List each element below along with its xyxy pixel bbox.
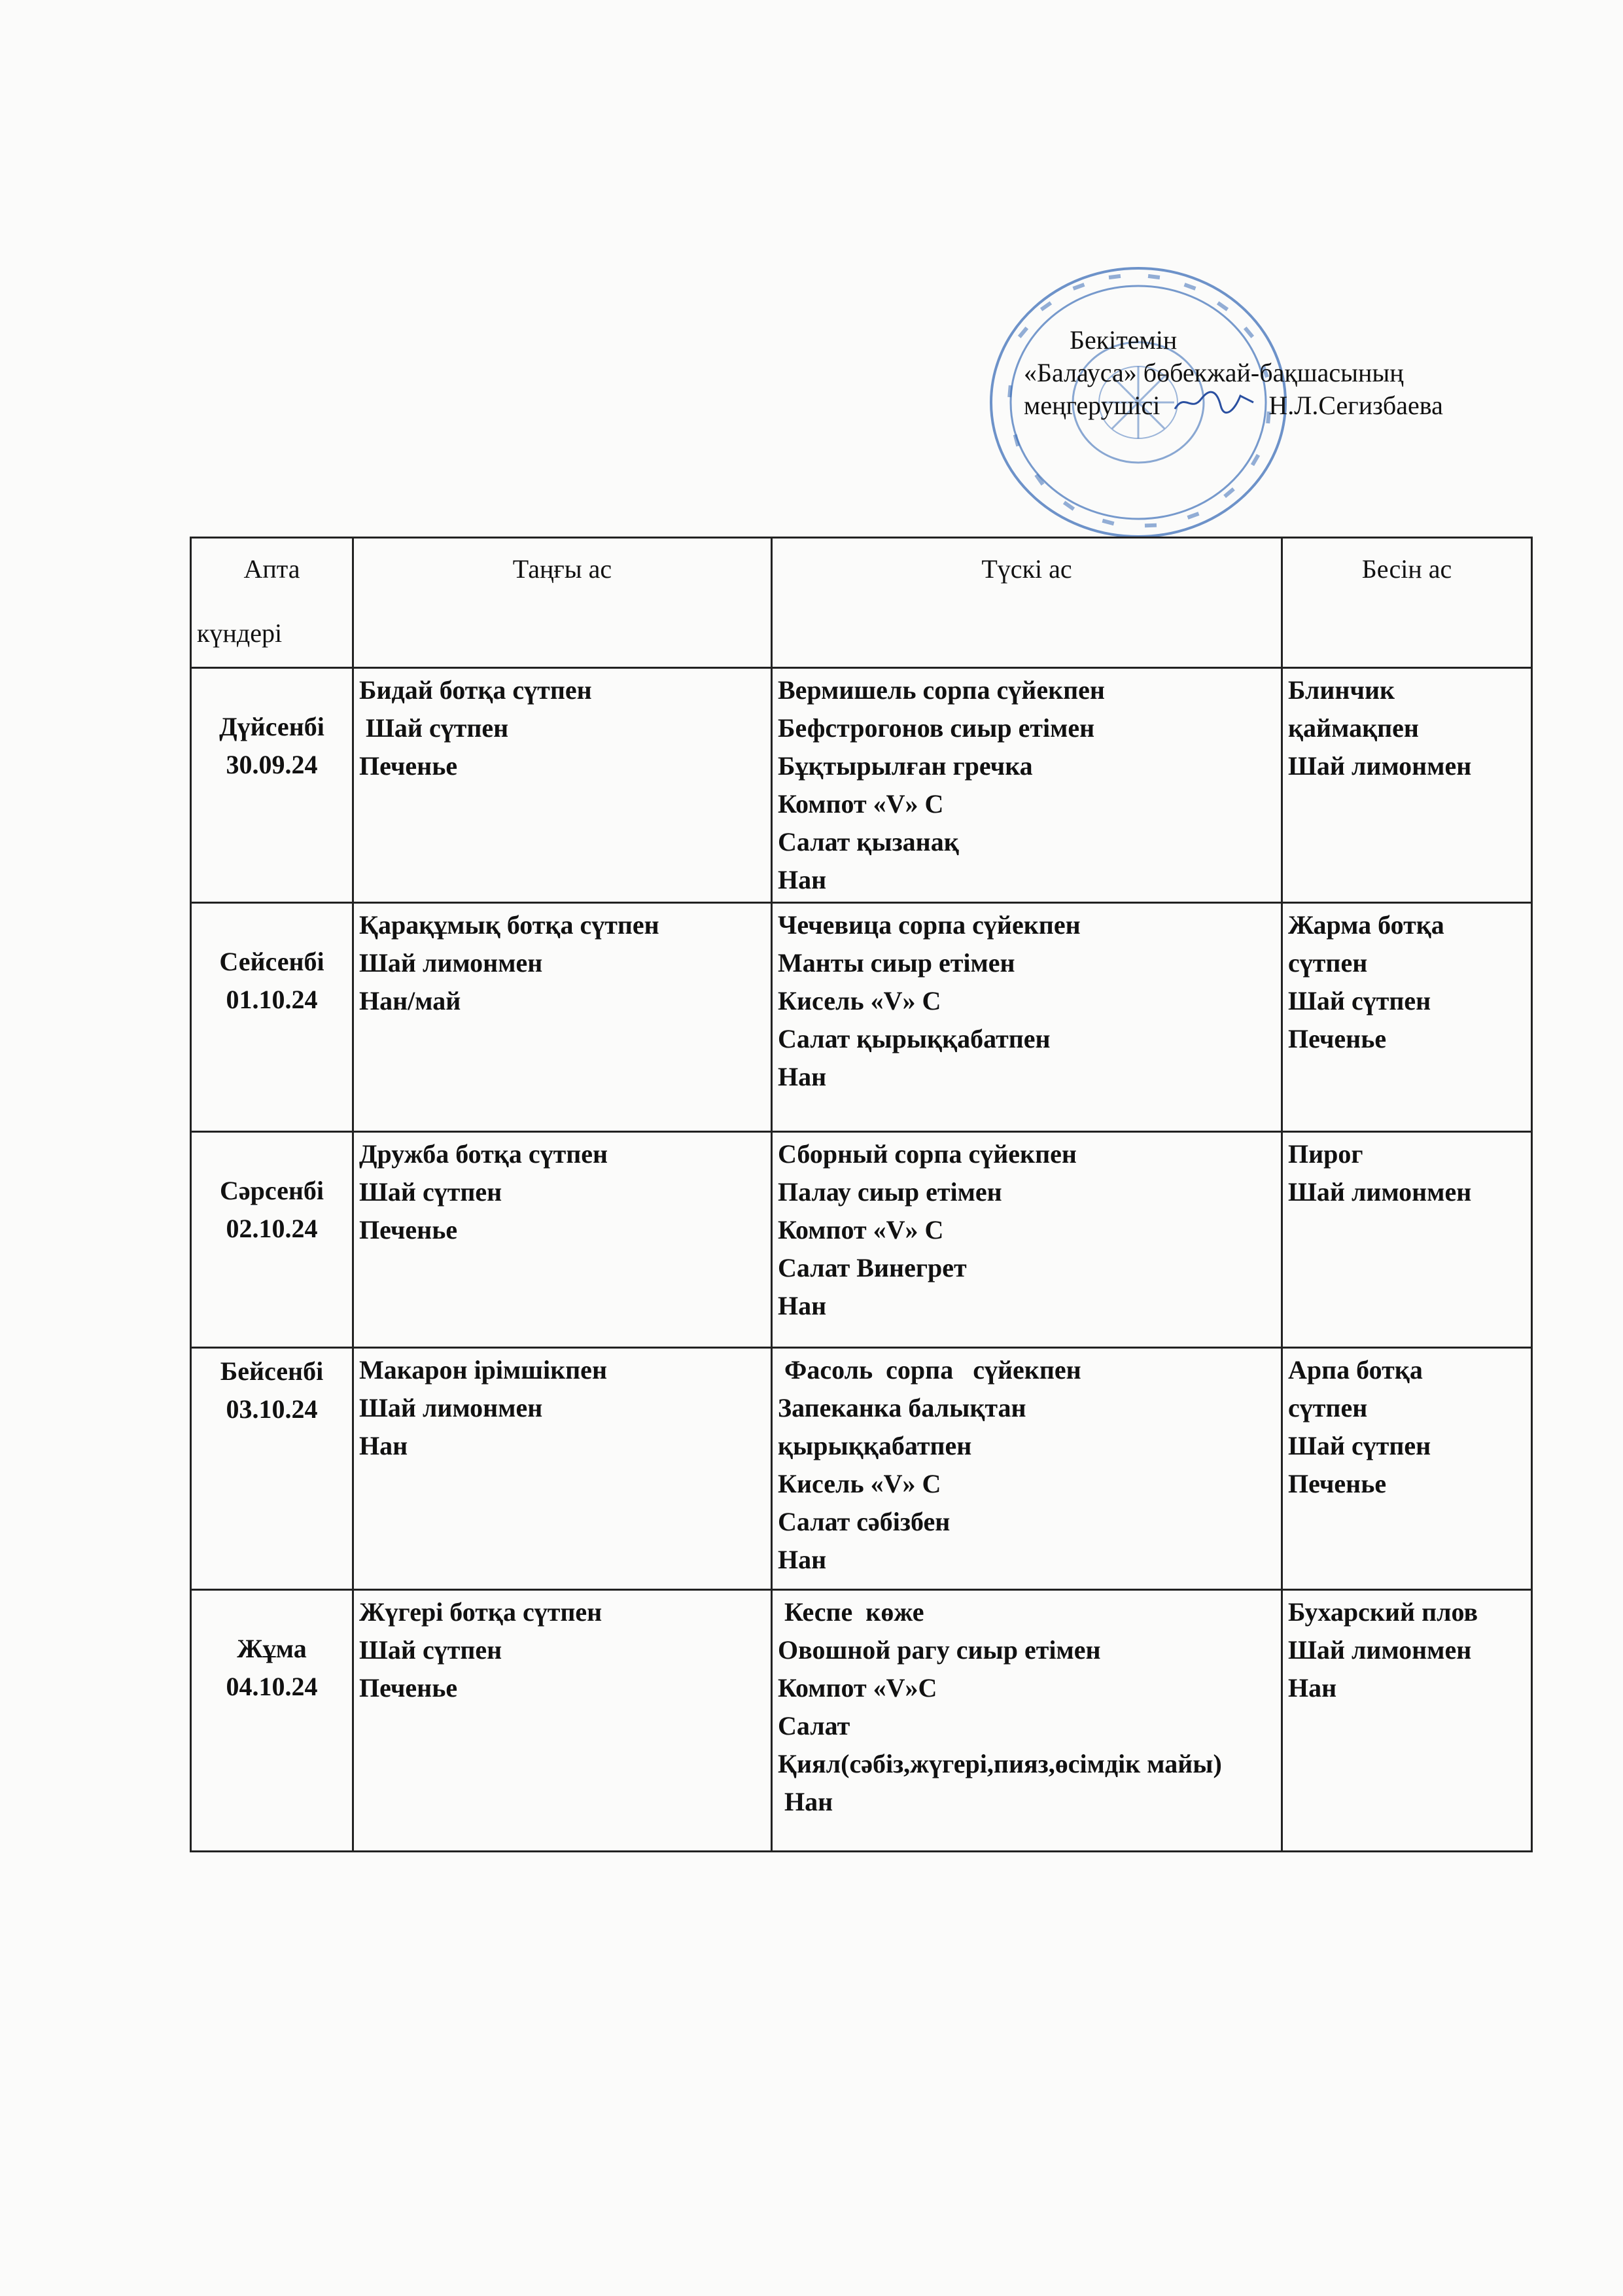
day-cell: Дүйсенбі 30.09.24 bbox=[191, 668, 353, 903]
table-row bbox=[191, 668, 1532, 903]
breakfast-cell: Дружба ботқа сүтпен Шай сүтпен Печенье bbox=[353, 1132, 772, 1348]
table-row bbox=[191, 903, 1532, 1132]
table-row bbox=[191, 1590, 1532, 1852]
snack-cell: Пирог Шай лимонмен bbox=[1282, 1132, 1532, 1348]
approval-name: Н.Л.Сегизбаева bbox=[1268, 391, 1443, 420]
day-cell: Бейсенбі 03.10.24 bbox=[191, 1348, 353, 1590]
day-cell: Сәрсенбі 02.10.24 bbox=[191, 1132, 353, 1348]
approval-signatory bbox=[1024, 389, 1586, 422]
snack-cell: Жарма ботқа сүтпен Шай сүтпен Печенье bbox=[1282, 903, 1532, 1132]
approval-title: Бекітемін bbox=[1070, 325, 1178, 355]
weekly-menu-table bbox=[190, 537, 1533, 1852]
header-snack: Бесін ас bbox=[1282, 538, 1532, 668]
signature-icon bbox=[1172, 389, 1257, 415]
breakfast-cell: Макарон ірімшікпен Шай лимонмен Нан bbox=[353, 1348, 772, 1590]
table-row bbox=[191, 1348, 1532, 1590]
day-cell: Сейсенбі 01.10.24 bbox=[191, 903, 353, 1132]
breakfast-cell: Жүгері ботқа сүтпен Шай сүтпен Печенье bbox=[353, 1590, 772, 1852]
table-header-row bbox=[191, 538, 1532, 668]
header-breakfast: Таңғы ас bbox=[353, 538, 772, 668]
snack-cell: Бухарский плов Шай лимонмен Нан bbox=[1282, 1590, 1532, 1852]
table-row bbox=[191, 1132, 1532, 1348]
lunch-cell: Кеспе көже Овошной рагу сиыр етімен Компот «V»С Салат Қиял(сәбіз,жүгері,пияз,өсімдік майы) Нан bbox=[772, 1590, 1282, 1852]
header-weekdays: Апта күндері bbox=[191, 538, 353, 668]
snack-cell: Блинчик қаймақпен Шай лимонмен bbox=[1282, 668, 1532, 903]
approval-organization: «Балауса» бөбекжай-бақшасының bbox=[1024, 358, 1404, 387]
breakfast-cell: Қарақұмық ботқа сүтпен Шай лимонмен Нан/май bbox=[353, 903, 772, 1132]
lunch-cell: Фасоль сорпа сүйекпен Запеканка балықтан қырыққабатпен Кисель «V» С Салат сәбізбен Нан bbox=[772, 1348, 1282, 1590]
day-cell: Жұма 04.10.24 bbox=[191, 1590, 353, 1852]
approval-block bbox=[1024, 324, 1586, 422]
lunch-cell: Чечевица сорпа сүйекпен Манты сиыр етімен Кисель «V» С Салат қырыққабатпен Нан bbox=[772, 903, 1282, 1132]
approval-role: меңгерушісі bbox=[1024, 391, 1161, 420]
header-lunch: Түскі ас bbox=[772, 538, 1282, 668]
lunch-cell: Сборный сорпа сүйекпен Палау сиыр етімен Компот «V» С Салат Винегрет Нан bbox=[772, 1132, 1282, 1348]
breakfast-cell: Бидай ботқа сүтпен Шай сүтпен Печенье bbox=[353, 668, 772, 903]
snack-cell: Арпа ботқа сүтпен Шай сүтпен Печенье bbox=[1282, 1348, 1532, 1590]
lunch-cell: Вермишель сорпа сүйекпен Бефстрогонов сиыр етімен Бұқтырылған гречка Компот «V» С Салат қызанақ Нан bbox=[772, 668, 1282, 903]
